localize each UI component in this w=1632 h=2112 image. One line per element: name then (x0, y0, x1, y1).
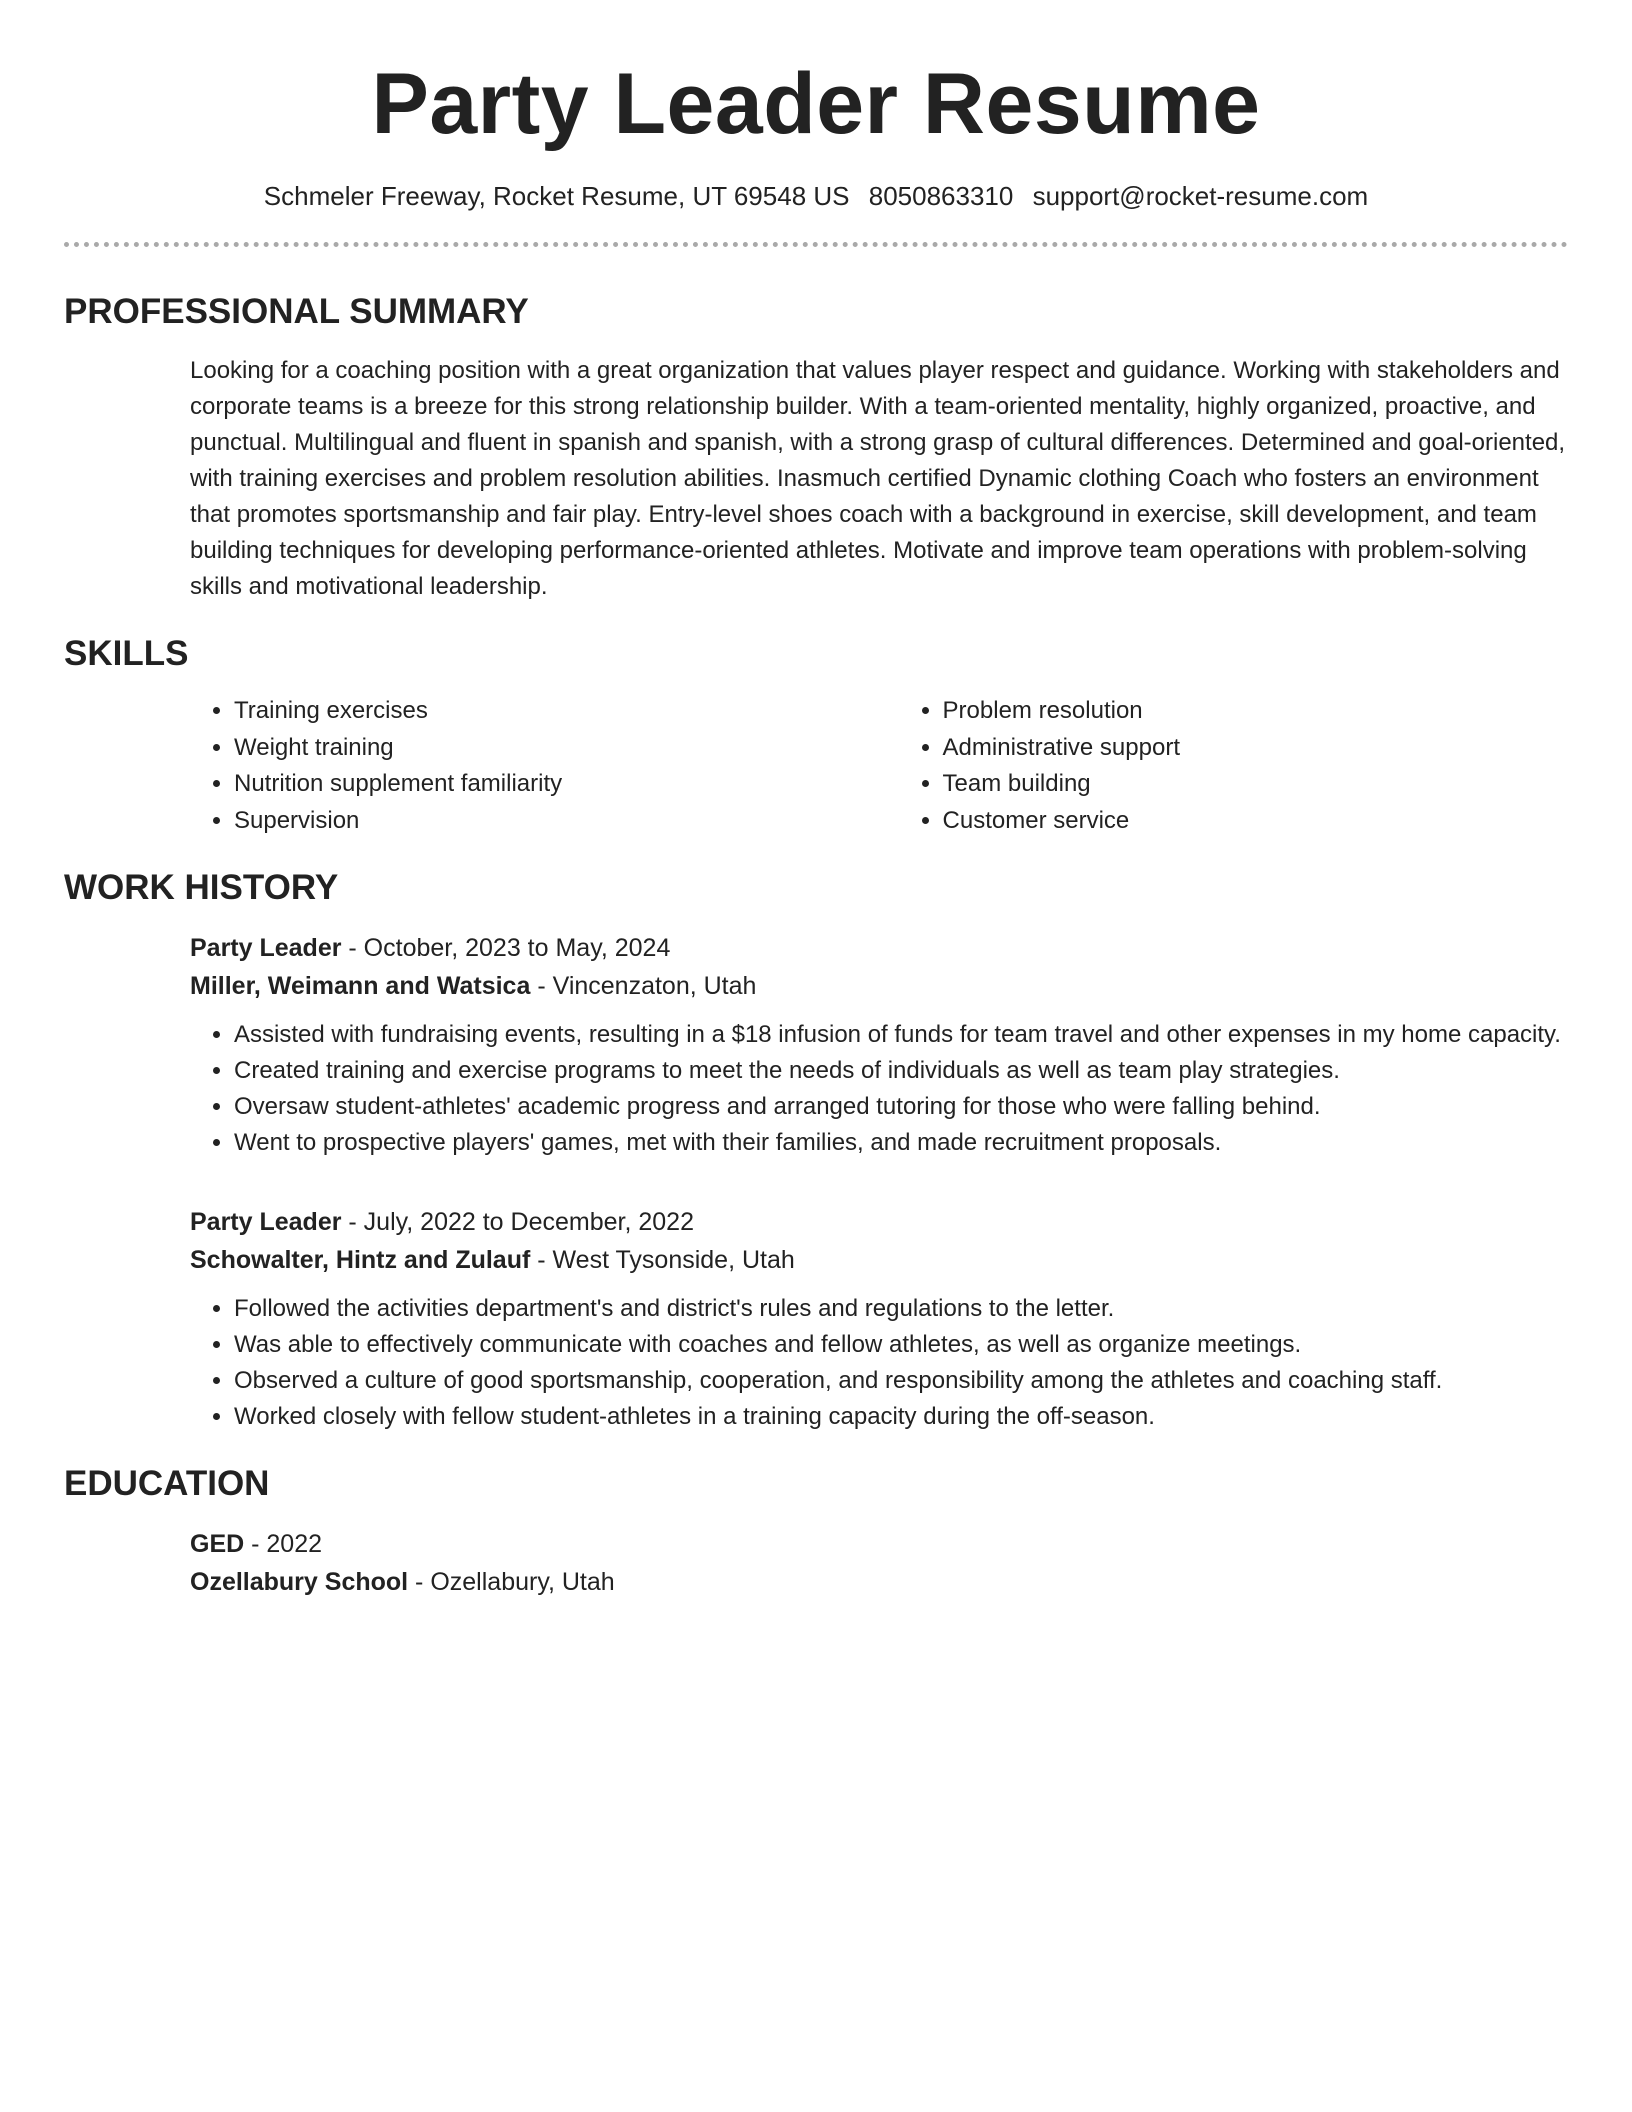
job-title: Party Leader (190, 1208, 342, 1236)
skill-item: • Problem resolution (943, 693, 1568, 730)
job-company-line (190, 1241, 1568, 1279)
job-bullet: • Was able to effectively communicate with coaches and fellow athletes, as well as organize meetings. (234, 1327, 1568, 1363)
job-title-line (190, 929, 1568, 967)
job-entry (190, 929, 1568, 1161)
header-divider (64, 242, 1568, 247)
skill-item: • Nutrition supplement familiarity (234, 766, 899, 803)
contact-line (64, 180, 1568, 212)
job-bullet: • Observed a culture of good sportsmanship, cooperation, and responsibility among the athletes and coaching staff. (234, 1363, 1568, 1399)
job-bullet: • Created training and exercise programs to meet the needs of individuals as well as team play strategies. (234, 1053, 1568, 1089)
summary-text: Looking for a coaching position with a great organization that values player respect and guidance. Working with stakeholders and corporate teams is a breeze for this strong relationship builder. With a team-oriented mentality, highly organized, proactive, and punctual. Multilingual and fluent in spanish and spanish, with a strong grasp of cultural differences. Determined and goal-oriented, with training exercises and problem resolution abilities. Inasmuch certified Dynamic clothing Coach who fosters an environment that promotes sportsmanship and fair play. Entry-level shoes coach with a background in exercise, skill development, and team building techniques for developing performance-oriented athletes. Motivate and improve team operations with problem-solving skills and motivational leadership. (190, 357, 1566, 600)
contact-address: Schmeler Freeway, Rocket Resume, UT 69548 US (263, 181, 850, 211)
education-location: - Ozellabury, Utah (408, 1568, 615, 1596)
education-school-line (190, 1563, 1568, 1601)
job-dates: - July, 2022 to December, 2022 (341, 1208, 694, 1236)
summary-section (64, 291, 1568, 605)
education-heading: EDUCATION (64, 1464, 270, 1503)
job-dates: - October, 2023 to May, 2024 (341, 934, 671, 962)
skills-column-right (899, 693, 1568, 839)
job-title-line (190, 1203, 1568, 1241)
skills-heading: SKILLS (64, 634, 189, 673)
contact-phone: 8050863310 (868, 181, 1014, 211)
resume-page (64, 0, 1568, 1601)
job-location: - Vincenzaton, Utah (530, 972, 757, 1000)
job-title: Party Leader (190, 934, 342, 962)
education-degree: GED (190, 1530, 245, 1558)
skill-item: • Administrative support (943, 730, 1568, 767)
work-history-heading: WORK HISTORY (64, 868, 339, 907)
job-company-line (190, 967, 1568, 1005)
skill-item: • Weight training (234, 730, 899, 767)
education-year: - 2022 (244, 1530, 323, 1558)
skill-item: • Customer service (943, 803, 1568, 840)
work-history-section (64, 867, 1568, 1435)
skill-item: • Team building (943, 766, 1568, 803)
skill-item: • Training exercises (234, 693, 899, 730)
skills-column-left (190, 693, 899, 839)
education-degree-line (190, 1525, 1568, 1563)
job-bullet: • Oversaw student-athletes' academic progress and arranged tutoring for those who were falling behind. (234, 1089, 1568, 1125)
skills-list (190, 693, 1568, 839)
contact-email: support@rocket-resume.com (1032, 181, 1369, 211)
job-bullets (190, 1291, 1568, 1435)
resume-title: Party Leader Resume (371, 56, 1261, 152)
job-bullet: • Went to prospective players' games, met with their families, and made recruitment proposals. (234, 1125, 1568, 1161)
summary-heading: PROFESSIONAL SUMMARY (64, 292, 529, 331)
job-company: Miller, Weimann and Watsica (190, 972, 531, 1000)
education-school: Ozellabury School (190, 1568, 409, 1596)
education-section (64, 1463, 1568, 1601)
job-bullet: • Followed the activities department's and district's rules and regulations to the letter. (234, 1291, 1568, 1327)
job-location: - West Tysonside, Utah (530, 1246, 795, 1274)
job-entry (190, 1203, 1568, 1435)
skills-section (64, 633, 1568, 839)
education-entry (190, 1525, 1568, 1601)
job-bullet: • Assisted with fundraising events, resulting in a $18 infusion of funds for team travel and other expenses in my home capacity. (234, 1017, 1568, 1053)
job-company: Schowalter, Hintz and Zulauf (190, 1246, 531, 1274)
skill-item: • Supervision (234, 803, 899, 840)
job-bullets (190, 1017, 1568, 1161)
job-bullet: • Worked closely with fellow student-athletes in a training capacity during the off-season. (234, 1399, 1568, 1435)
